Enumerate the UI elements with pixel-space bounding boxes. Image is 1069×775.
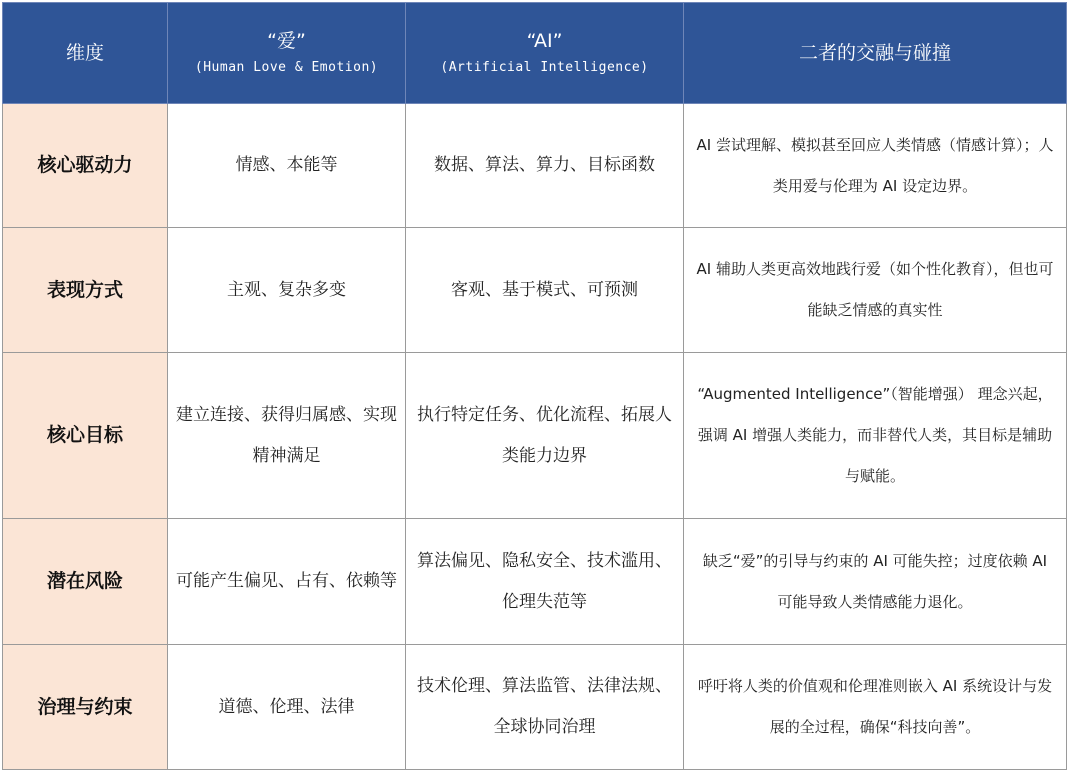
love-cell: 可能产生偏见、占有、依赖等 bbox=[168, 519, 406, 645]
table-row bbox=[3, 353, 1067, 519]
ai-cell: 算法偏见、隐私安全、技术滥用、伦理失范等 bbox=[406, 519, 684, 645]
interaction-cell: AI 辅助人类更高效地践行爱（如个性化教育），但也可能缺乏情感的真实性 bbox=[684, 228, 1067, 353]
interaction-cell: 缺乏“爱”的引导与约束的 AI 可能失控；过度依赖 AI 可能导致人类情感能力退化。 bbox=[684, 519, 1067, 645]
header-ai bbox=[406, 3, 684, 104]
header-ai-subtitle: (Artificial Intelligence) bbox=[440, 60, 649, 75]
header-interaction bbox=[684, 3, 1067, 104]
table-row bbox=[3, 519, 1067, 645]
header-love bbox=[168, 3, 406, 104]
table-row bbox=[3, 228, 1067, 353]
dimension-cell: 潜在风险 bbox=[3, 519, 168, 645]
interaction-cell: 呼吁将人类的价值观和伦理准则嵌入 AI 系统设计与发展的全过程，确保“科技向善”。 bbox=[684, 645, 1067, 770]
dimension-cell: 核心驱动力 bbox=[3, 104, 168, 228]
ai-cell: 执行特定任务、优化流程、拓展人类能力边界 bbox=[406, 353, 684, 519]
comparison-table bbox=[2, 2, 1067, 770]
ai-cell: 数据、算法、算力、目标函数 bbox=[406, 104, 684, 228]
header-interaction-label: 二者的交融与碰撞 bbox=[798, 42, 951, 64]
ai-cell: 客观、基于模式、可预测 bbox=[406, 228, 684, 353]
love-cell: 道德、伦理、法律 bbox=[168, 645, 406, 770]
header-dimension bbox=[3, 3, 168, 104]
interaction-cell: AI 尝试理解、模拟甚至回应人类情感（情感计算）；人类用爱与伦理为 AI 设定边界。 bbox=[684, 104, 1067, 228]
love-cell: 主观、复杂多变 bbox=[168, 228, 406, 353]
dimension-cell: 表现方式 bbox=[3, 228, 168, 353]
header-love-subtitle: (Human Love & Emotion) bbox=[194, 60, 379, 75]
interaction-cell: “Augmented Intelligence”（智能增强） 理念兴起，强调 AI 增强人类能力，而非替代人类，其目标是辅助与赋能。 bbox=[684, 353, 1067, 519]
dimension-cell: 治理与约束 bbox=[3, 645, 168, 770]
ai-cell: 技术伦理、算法监管、法律法规、全球协同治理 bbox=[406, 645, 684, 770]
dimension-cell: 核心目标 bbox=[3, 353, 168, 519]
header-row bbox=[3, 3, 1067, 104]
love-cell: 情感、本能等 bbox=[168, 104, 406, 228]
header-dimension-label: 维度 bbox=[65, 42, 104, 64]
table-row bbox=[3, 645, 1067, 770]
table-row bbox=[3, 104, 1067, 228]
love-cell: 建立连接、获得归属感、实现精神满足 bbox=[168, 353, 406, 519]
header-ai-title: “AI” bbox=[526, 30, 563, 52]
header-love-title: “爱” bbox=[267, 30, 306, 52]
